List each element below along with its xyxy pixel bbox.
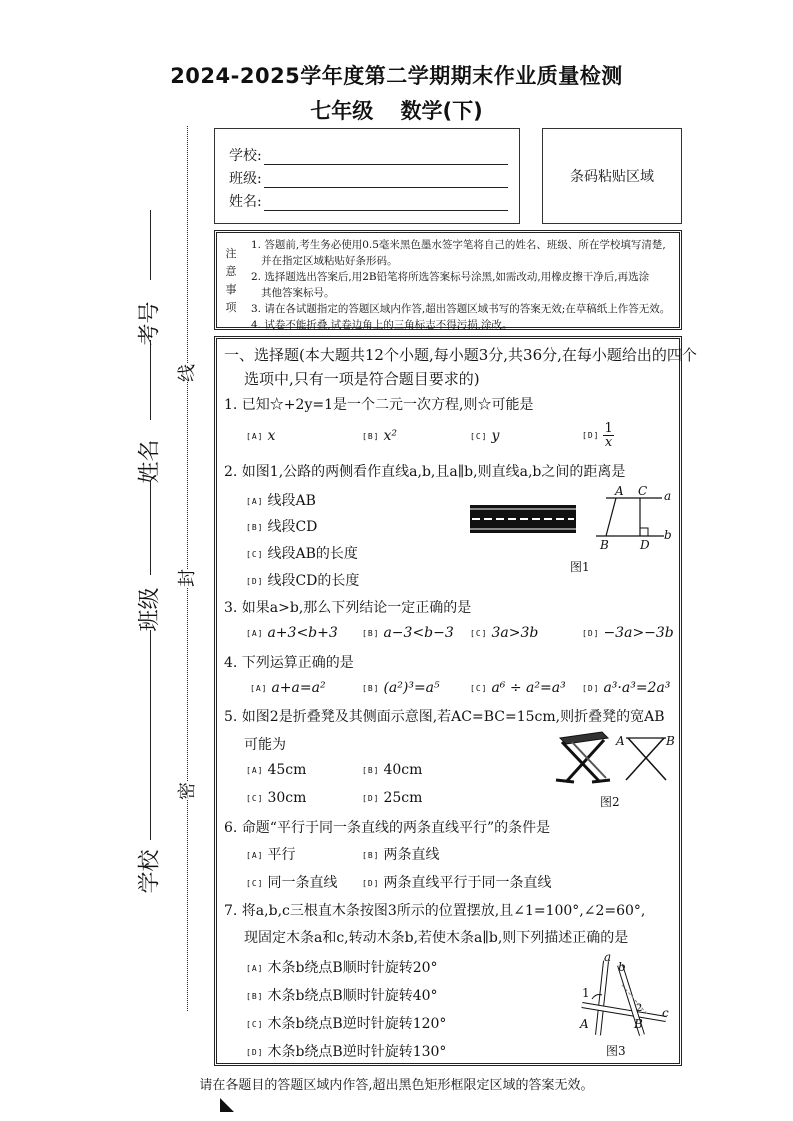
q6-option-d[interactable] [362,872,551,892]
q3-option-a[interactable] [246,625,338,641]
option-tag: [D] [362,793,380,803]
q4-option-c[interactable] [470,680,566,696]
road-photo [470,505,576,533]
option-text: 线段AB的长度 [267,546,358,562]
seal-char-feng: 封 [173,569,199,587]
q3-option-d[interactable] [582,625,674,641]
section-title: 一、选择题(本大题共12个小题,每小题3分,共36分,在每小题给出的四个 [224,346,697,364]
fig1-line-a: a [664,489,672,503]
q5-stem-cont: 可能为 [244,737,286,753]
q6-option-b[interactable] [362,844,439,864]
option-text: x² [383,428,397,444]
option-tag: [A] [246,496,264,506]
school-line[interactable] [150,630,151,840]
notice-char: 项 [225,301,237,314]
notice-item: 4. 试卷不能折叠,试卷边角上的三角标志不得污损,涂改。 [251,319,513,331]
fig3-point-b: B [634,1017,643,1031]
q4-option-b[interactable] [362,680,440,696]
q1-option-a[interactable] [246,428,275,444]
option-text: 40cm [383,762,423,778]
option-text: 木条b绕点B顺时针旋转40° [267,988,438,1004]
q2-option-a[interactable] [246,490,316,510]
option-text: 两条直线平行于同一条直线 [383,875,552,891]
q2-option-d[interactable] [246,570,359,590]
option-text: 3a>3b [491,625,539,641]
option-text: 45cm [267,762,307,778]
option-text: x [267,428,276,444]
option-tag: [B] [362,683,380,693]
option-tag: [D] [362,878,380,888]
school-fill-line[interactable] [264,151,508,165]
exam-title: 2024-2025学年度第二学期期末作业质量检测 [170,64,623,88]
option-tag: [D] [246,1047,264,1057]
option-tag: [C] [246,549,264,559]
exam-no-label: 考号 [137,301,163,346]
fig1-point-d: D [640,538,650,552]
q6-option-c[interactable] [246,872,337,892]
fig1-point-c: C [638,484,648,498]
q4-stem: 4. 下列运算正确的是 [224,655,354,671]
fig2-point-b: B [666,734,675,748]
notice-item: 其他答案标号。 [261,287,335,299]
barcode-label: 条码粘贴区域 [570,169,654,185]
q4-option-a[interactable] [250,680,326,696]
notice-list [251,237,673,333]
q5-stem: 5. 如图2是折叠凳及其侧面示意图,若AC=BC=15cm,则折叠凳的宽AB [224,709,665,725]
q7-option-d[interactable] [246,1041,446,1061]
option-text: 两条直线 [383,847,440,863]
fig3-stick-b: b [618,960,626,974]
grade-label: 七年级 [310,99,374,123]
option-text: 线段CD的长度 [267,573,360,589]
figure-2-caption: 图2 [600,795,620,809]
class-row [229,168,508,188]
notice-item: 3. 请在各试题指定的答题区域内作答,超出答题区域书写的答案无效;在草稿纸上作答无效。 [251,303,671,315]
seal-char-line: 线 [173,364,199,382]
q3-stem: 3. 如果a>b,那么下列结论一定正确的是 [224,600,472,616]
fig3-stick-c: c [662,1006,669,1020]
exam-subtitle [0,95,793,125]
option-text: −3a>−3b [603,625,674,641]
option-text: 线段AB [267,493,316,509]
option-tag: [C] [470,628,488,638]
option-tag: [C] [246,793,264,803]
option-text: 同一条直线 [267,875,338,891]
option-tag: [B] [362,431,380,441]
q5-option-c[interactable] [246,790,306,806]
fig3-angle-2: 2 [636,1003,643,1014]
option-tag: [A] [250,683,268,693]
school-row [229,145,508,165]
option-tag: [A] [246,431,264,441]
option-tag: [D] [582,431,600,440]
footer-note: 请在各题目的答题区域内作答,超出黑色矩形框限定区域的答案无效。 [199,1078,594,1093]
option-text: y [491,428,500,444]
q7-option-a[interactable] [246,957,438,977]
figure-3-caption: 图3 [606,1044,626,1058]
option-text: a−3<b−3 [383,625,454,641]
binding-school-label: 学校 [137,849,163,894]
exam-no-line[interactable] [150,210,151,280]
option-tag: [C] [246,878,264,888]
notice-char: 意 [225,265,237,278]
school-label: 学校: [229,148,262,164]
notice-item: 并在指定区域粘贴好条形码。 [261,255,398,267]
q1-stem: 1. 已知☆+2y=1是一个二元一次方程,则☆可能是 [224,397,534,413]
q5-option-d[interactable] [362,790,422,806]
option-tag: [A] [246,850,264,860]
option-tag: [C] [470,683,488,693]
subject-label: 数学(下) [400,99,483,123]
option-tag: [C] [470,431,488,441]
seal-char-mi: 密 [173,782,199,800]
q5-option-b[interactable] [362,762,422,778]
option-tag: [C] [246,1019,264,1029]
fig1-line-b: b [664,528,672,542]
class-fill-line[interactable] [264,174,508,188]
option-text: (a²)³=a⁵ [383,680,440,696]
q7-option-b[interactable] [246,985,438,1005]
q7-option-c[interactable] [246,1013,446,1033]
fraction-numerator: 1 [604,421,613,436]
figure-2-diagram [622,734,672,784]
q7-stem-cont: 现固定木条a和c,转动木条b,若使木条a∥b,则下列描述正确的是 [244,930,629,946]
q6-stem: 6. 命题“平行于同一条直线的两条直线平行”的条件是 [224,820,551,836]
q3-option-c[interactable] [470,625,538,641]
option-tag: [A] [246,765,264,775]
option-text: 平行 [267,847,296,863]
notice-item: 1. 答题前,考生务必使用0.5毫米黑色墨水签字笔将自己的姓名、班级、所在学校填写清楚, [251,239,666,251]
q5-option-a[interactable] [246,762,306,778]
q2-option-b[interactable] [246,516,317,536]
option-text: a⁶ ÷ a²=a³ [491,680,566,696]
notice-box [214,230,682,330]
figure-1-caption: 图1 [570,560,590,574]
option-text: a³·a³=2a³ [603,680,671,696]
fraction-denominator: x [604,435,613,450]
option-text: a+3<b+3 [267,625,338,641]
barcode-area [542,128,682,224]
option-text: 线段CD [267,519,318,535]
notice-char: 注 [225,247,237,260]
q1-option-c[interactable] [470,428,499,444]
fig1-point-b: B [600,538,609,552]
name-row [229,191,508,211]
q2-option-c[interactable] [246,543,358,563]
notice-item: 2. 选择题选出答案后,用2B铅笔将所选答案标号涂黑,如需改动,用橡皮擦干净后,再选涂 [251,271,650,283]
fig2-point-a: A [616,734,625,748]
class-line[interactable] [150,480,151,575]
option-tag: [D] [582,628,600,638]
option-text: 木条b绕点B逆时针旋转120° [267,1016,447,1032]
option-tag: [A] [246,963,264,973]
notice-char: 事 [225,283,237,296]
section-title-cont: 选项中,只有一项是符合题目要求的) [244,370,480,388]
folding-stool-photo [552,730,614,786]
option-tag: [A] [246,628,264,638]
option-tag: [B] [362,765,380,775]
q2-stem: 2. 如图1,公路的两侧看作直线a,b,且a∥b,则直线a,b之间的距离是 [224,464,626,480]
option-tag: [B] [362,628,380,638]
corner-triangle-mark [220,1098,234,1112]
option-tag: [D] [246,576,264,586]
option-text: a+a=a² [271,680,326,696]
option-tag: [B] [246,522,264,532]
q7-stem: 7. 将a,b,c三根直木条按图3所示的位置摆放,且∠1=100°,∠2=60°, [224,903,646,919]
student-info-box [214,128,520,224]
option-tag: [B] [362,850,380,860]
option-tag: [D] [582,683,600,693]
fig3-point-a: A [580,1017,589,1031]
q6-option-a[interactable] [246,844,295,864]
q1-option-b[interactable] [362,428,397,444]
name-line[interactable] [150,340,151,420]
fig3-stick-a: a [604,950,612,964]
name-label: 姓名: [229,194,262,210]
name-fill-line[interactable] [264,197,508,211]
q4-option-d[interactable] [582,680,670,696]
fig1-point-a: A [615,484,624,498]
class-label: 班级: [229,171,262,187]
binding-name-label: 姓名 [137,439,163,484]
fig3-angle-1: 1 [582,986,590,1000]
q3-option-b[interactable] [362,625,454,641]
option-text: 木条b绕点B顺时针旋转20° [267,960,438,976]
option-tag: [B] [246,991,264,1001]
option-text: 25cm [383,790,423,806]
q1-option-d[interactable] [582,422,614,449]
notice-label [223,245,239,317]
option-text: 30cm [267,790,307,806]
option-text: 木条b绕点B逆时针旋转130° [267,1044,447,1060]
binding-class-label: 班级 [137,587,163,632]
